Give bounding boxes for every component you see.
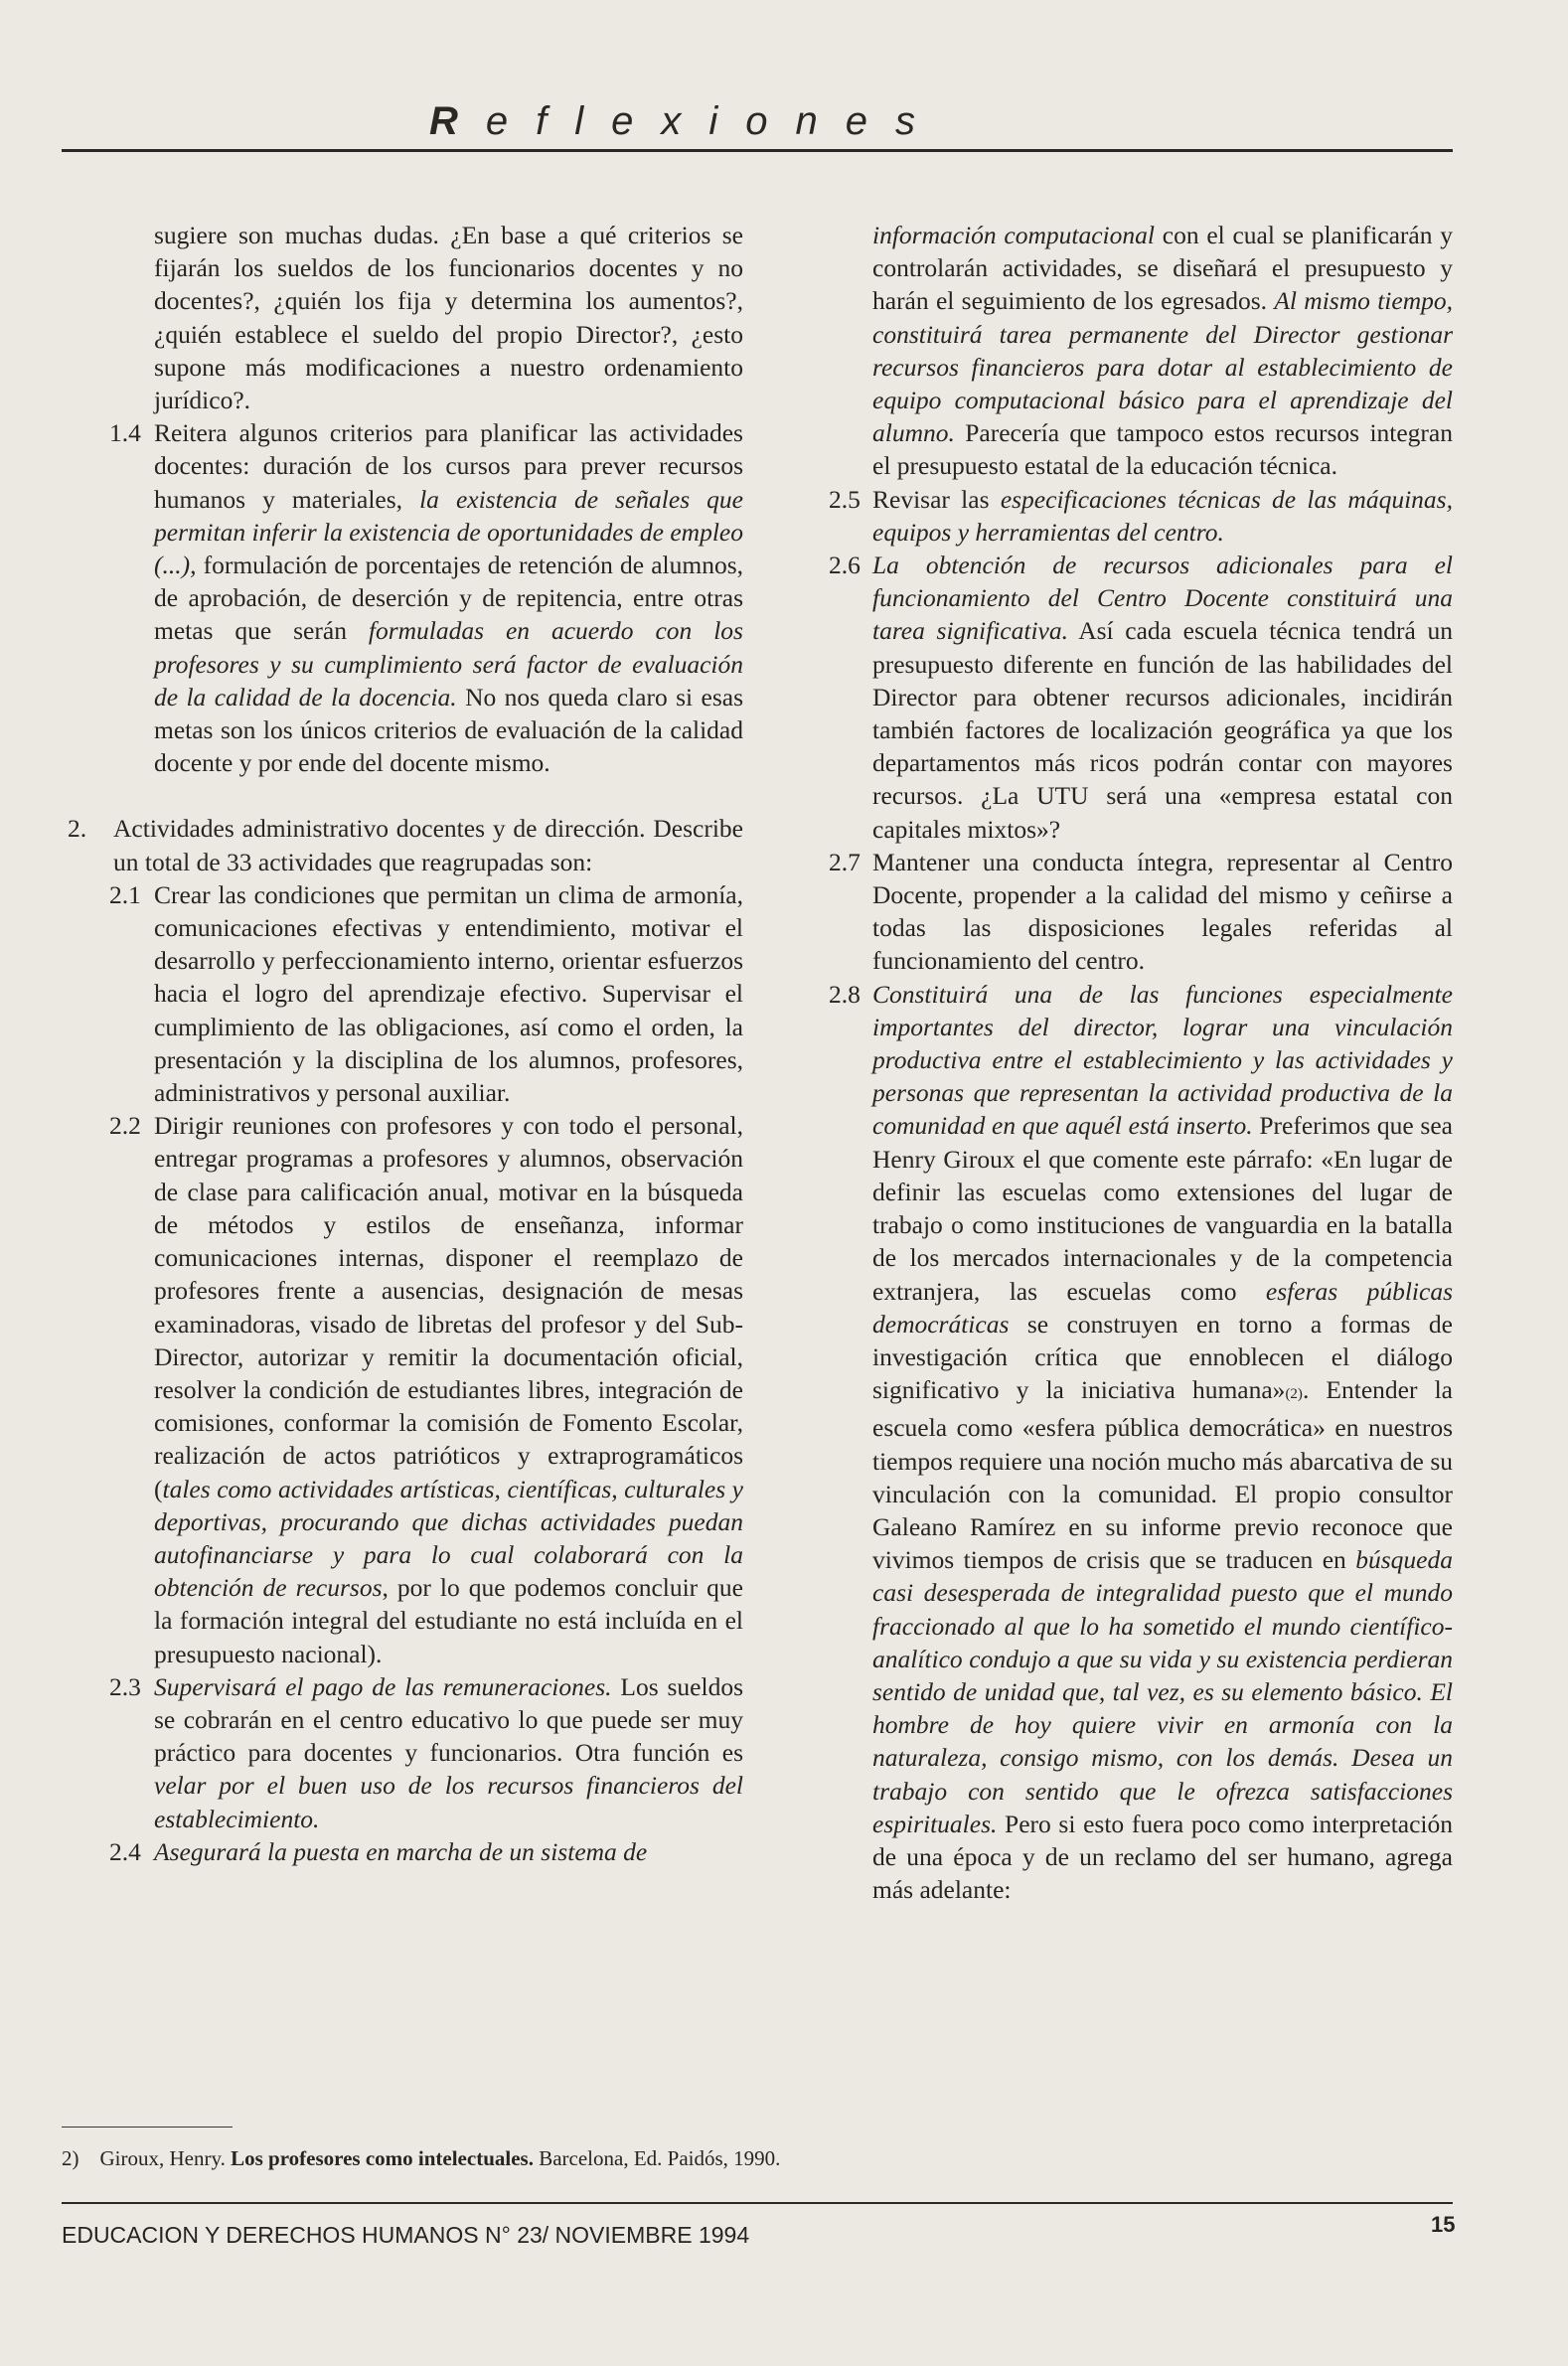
list-item-2-6 (829, 549, 1453, 846)
list-item-2 (68, 812, 743, 877)
running-header (429, 99, 943, 144)
item-emphasis: formuladas en acuerdo con los profesores y su cumplimiento será factor de evaluación de la calidad de la docencia. (154, 616, 743, 711)
item-emphasis: velar por el buen uso de los recursos financieros del establecimiento. (154, 1771, 743, 1833)
list-item-2-1 (68, 878, 743, 1109)
item-number: 2.6 (829, 551, 861, 580)
paragraph-text: sugiere son muchas dudas. ¿En base a qué criterios se fijarán los sueldos de los funcionarios docentes y no docentes?, ¿quién los fija y determina los aumentos?, ¿quién establece el sueldo del propio Director?, ¿esto supone más modificaciones a nuestro ordenamiento jurídico?. (154, 221, 743, 415)
item-emphasis: búsqueda casi desesperada de integralidad puesto que el mundo fraccionado al que lo ha sometido el mundo científico-analítico condujo a que su vida y su existencia perdieran sentido de unidad que, tal vez, es su elemento básico. El hombre de hoy quiere vivir en armonía con la naturaleza, consigo mismo, con los demás. Desea un trabajo con sentido que le ofrezca satisfacciones espirituales. (872, 1545, 1453, 1838)
footer-rule (62, 2202, 1453, 2204)
item-number: 2.1 (109, 879, 141, 909)
item-number: 2.4 (109, 1836, 141, 1866)
item-text: Pero si esto fuera poco como interpretación de una época y de un reclamo del ser humano, agrega más adelante: (872, 1809, 1453, 1905)
footnote-marker: 2) (62, 2146, 79, 2170)
item-text: Dirigir reuniones con profesores y con todo el personal, entregar programas a profesores y alumnos, observación de clase para calificación anual, motivar en la búsqueda de métodos y estilos de enseñanza, informar comunicaciones internas, disponer el reemplazo de profesores frente a ausencias, designación de mesas examinadoras, visado de libretas del profesor y del Sub-Director, autorizar y remitir la documentación oficial, resolver la condición de estudiantes libres, integración de comisiones, conformar la comisión de Fomento Escolar, realización de actos patrióticos y extraprogramáticos ( (154, 1111, 743, 1503)
list-item-2-2 (68, 1109, 743, 1669)
footnote-publisher: Barcelona, Ed. Paidós, 1990. (539, 2146, 781, 2170)
left-column (68, 219, 743, 1868)
item-number: 2.8 (829, 979, 861, 1009)
item-emphasis: Constituirá una de las funciones especialmente importantes del director, lograr una vinculación productiva entre el establecimiento y las actividades y personas que representan la actividad productiva de la comunidad en que aquél está inserto. (872, 979, 1453, 1141)
paragraph-text: Parecería que tampoco estos recursos integran el presupuesto estatal de la educación técnica. (872, 418, 1453, 481)
paragraph-continued (68, 219, 743, 416)
header-title-rest: eflexiones (485, 99, 944, 143)
item-text: . Entender la escuela como «esfera pública democrática» en nuestros tiempos requiere una noción mucho más abarcativa de su vinculación con la comunidad. El propio consultor Galeano Ramírez en su informe previo reconoce que vivimos tiempos de crisis que se traducen en (872, 1375, 1453, 1575)
list-item-2-4 (68, 1835, 743, 1868)
list-item-2-8 (829, 978, 1453, 1907)
item-number: 2.2 (109, 1111, 141, 1141)
item-emphasis: la existencia de señales que permitan inferir la existencia de oportunidades de empleo (...), (154, 484, 743, 580)
item-number: 1.4 (109, 418, 141, 448)
item-text: Revisar las (872, 484, 1001, 514)
journal-footer: EDUCACION Y DERECHOS HUMANOS N° 23/ NOVIEMBRE 1994 (62, 2222, 750, 2248)
item-emphasis: especificaciones técnicas de las máquinas, equipos y herramientas del centro. (872, 484, 1453, 547)
item-text: No nos queda claro si esas metas son los únicos criterios de evaluación de la calidad docente y por ende del docente mismo. (154, 682, 743, 778)
item-number: 2. (68, 814, 87, 844)
page-number: 15 (1431, 2212, 1456, 2237)
item-emphasis: Al mismo tiempo, constituirá tarea permanente del Director gestionar recursos financieros para dotar al establecimiento de equipo computacional básico para el aprendizaje del alumno. (872, 286, 1453, 448)
item-number: 2.5 (829, 484, 861, 514)
item-emphasis: tales como actividades artísticas, científicas, culturales y deportivas, procurando que dichas actividades puedan autofinanciarse y para lo cual colaborará con la obtención de recursos (154, 1474, 743, 1603)
footnote-title: Los profesores como intelectuales. (231, 2146, 534, 2170)
item-text: Mantener una conducta íntegra, representar al Centro Docente, propender a la calidad del mismo y ceñirse a todas las disposiciones legales referidas al funcionamiento del centro. (872, 847, 1453, 976)
item-emphasis: esferas públicas democráticas (872, 1276, 1453, 1339)
footnote-reference: (2) (1285, 1386, 1303, 1403)
item-text: Reitera algunos criterios para planificar las actividades docentes: duración de los cursos para prever recursos humanos y materiales, (154, 418, 743, 514)
item-text: Crear las condiciones que permitan un clima de armonía, comunicaciones efectivas y entendimiento, motivar el desarrollo y perfeccionamiento interno, orientar esfuerzos hacia el logro del aprendizaje efectivo. Supervisar el cumplimiento de las obligaciones, así como el orden, la presentación y la disciplina de los alumnos, profesores, administrativos y personal auxiliar. (154, 879, 743, 1108)
header-initial: R (429, 99, 486, 143)
item-emphasis: La obtención de recursos adicionales para el funcionamiento del Centro Docente constituirá una tarea significativa. (872, 551, 1453, 646)
paragraph-continued (829, 219, 1453, 483)
item-text: formulación de porcentajes de retención de alumnos, de aprobación, de deserción y de repitencia, entre otras metas que serán (154, 551, 743, 646)
paragraph-text: con el cual se planificarán y controlarán actividades, se diseñará el presupuesto y harán el seguimiento de los egresados. (872, 221, 1453, 316)
item-text: se construyen en torno a formas de investigación crítica que ennoblecen el diálogo significativo y la iniciativa humana» (872, 1309, 1453, 1405)
item-text: Así cada escuela técnica tendrá un presupuesto diferente en función de las habilidades del Director para obtener recursos adicionales, incidirán también factores de localización geográfica ya que los departamentos más ricos podrán contar con mayores recursos. ¿La UTU será una «empresa estatal con capitales mixtos»? (872, 616, 1453, 844)
footnote (62, 2146, 780, 2171)
header-rule (62, 149, 1453, 152)
item-text: Actividades administrativo docentes y de dirección. Describe un total de 33 actividades que reagrupadas son: (113, 814, 743, 876)
item-text: Los sueldos se cobrarán en el centro educativo lo que puede ser muy práctico para docentes y funcionarios. Otra función es (154, 1671, 743, 1768)
footnote-author: Giroux, Henry. (99, 2146, 226, 2170)
footnote-rule (62, 2127, 233, 2128)
right-column (829, 219, 1453, 1906)
item-text: Preferimos que sea Henry Giroux el que comente este párrafo: «En lugar de definir las escuelas como extensiones del lugar de trabajo o como instituciones de vanguardia en la batalla de los mercados internacionales y de la competencia extranjera, las escuelas como (872, 1111, 1453, 1306)
list-item-2-7 (829, 846, 1453, 978)
item-number: 2.7 (829, 847, 861, 876)
item-text: , por lo que podemos concluir que la formación integral del estudiante no está incluída en el presupuesto nacional). (154, 1573, 743, 1668)
item-emphasis: Asegurará la puesta en marcha de un sistema de (154, 1836, 648, 1866)
list-item-2-5 (829, 483, 1453, 549)
list-item-2-3 (68, 1670, 743, 1835)
list-item-1-4 (68, 416, 743, 779)
item-emphasis: Supervisará el pago de las remuneraciones. (154, 1671, 612, 1701)
item-emphasis: información computacional (872, 221, 1155, 249)
item-number: 2.3 (109, 1671, 141, 1701)
